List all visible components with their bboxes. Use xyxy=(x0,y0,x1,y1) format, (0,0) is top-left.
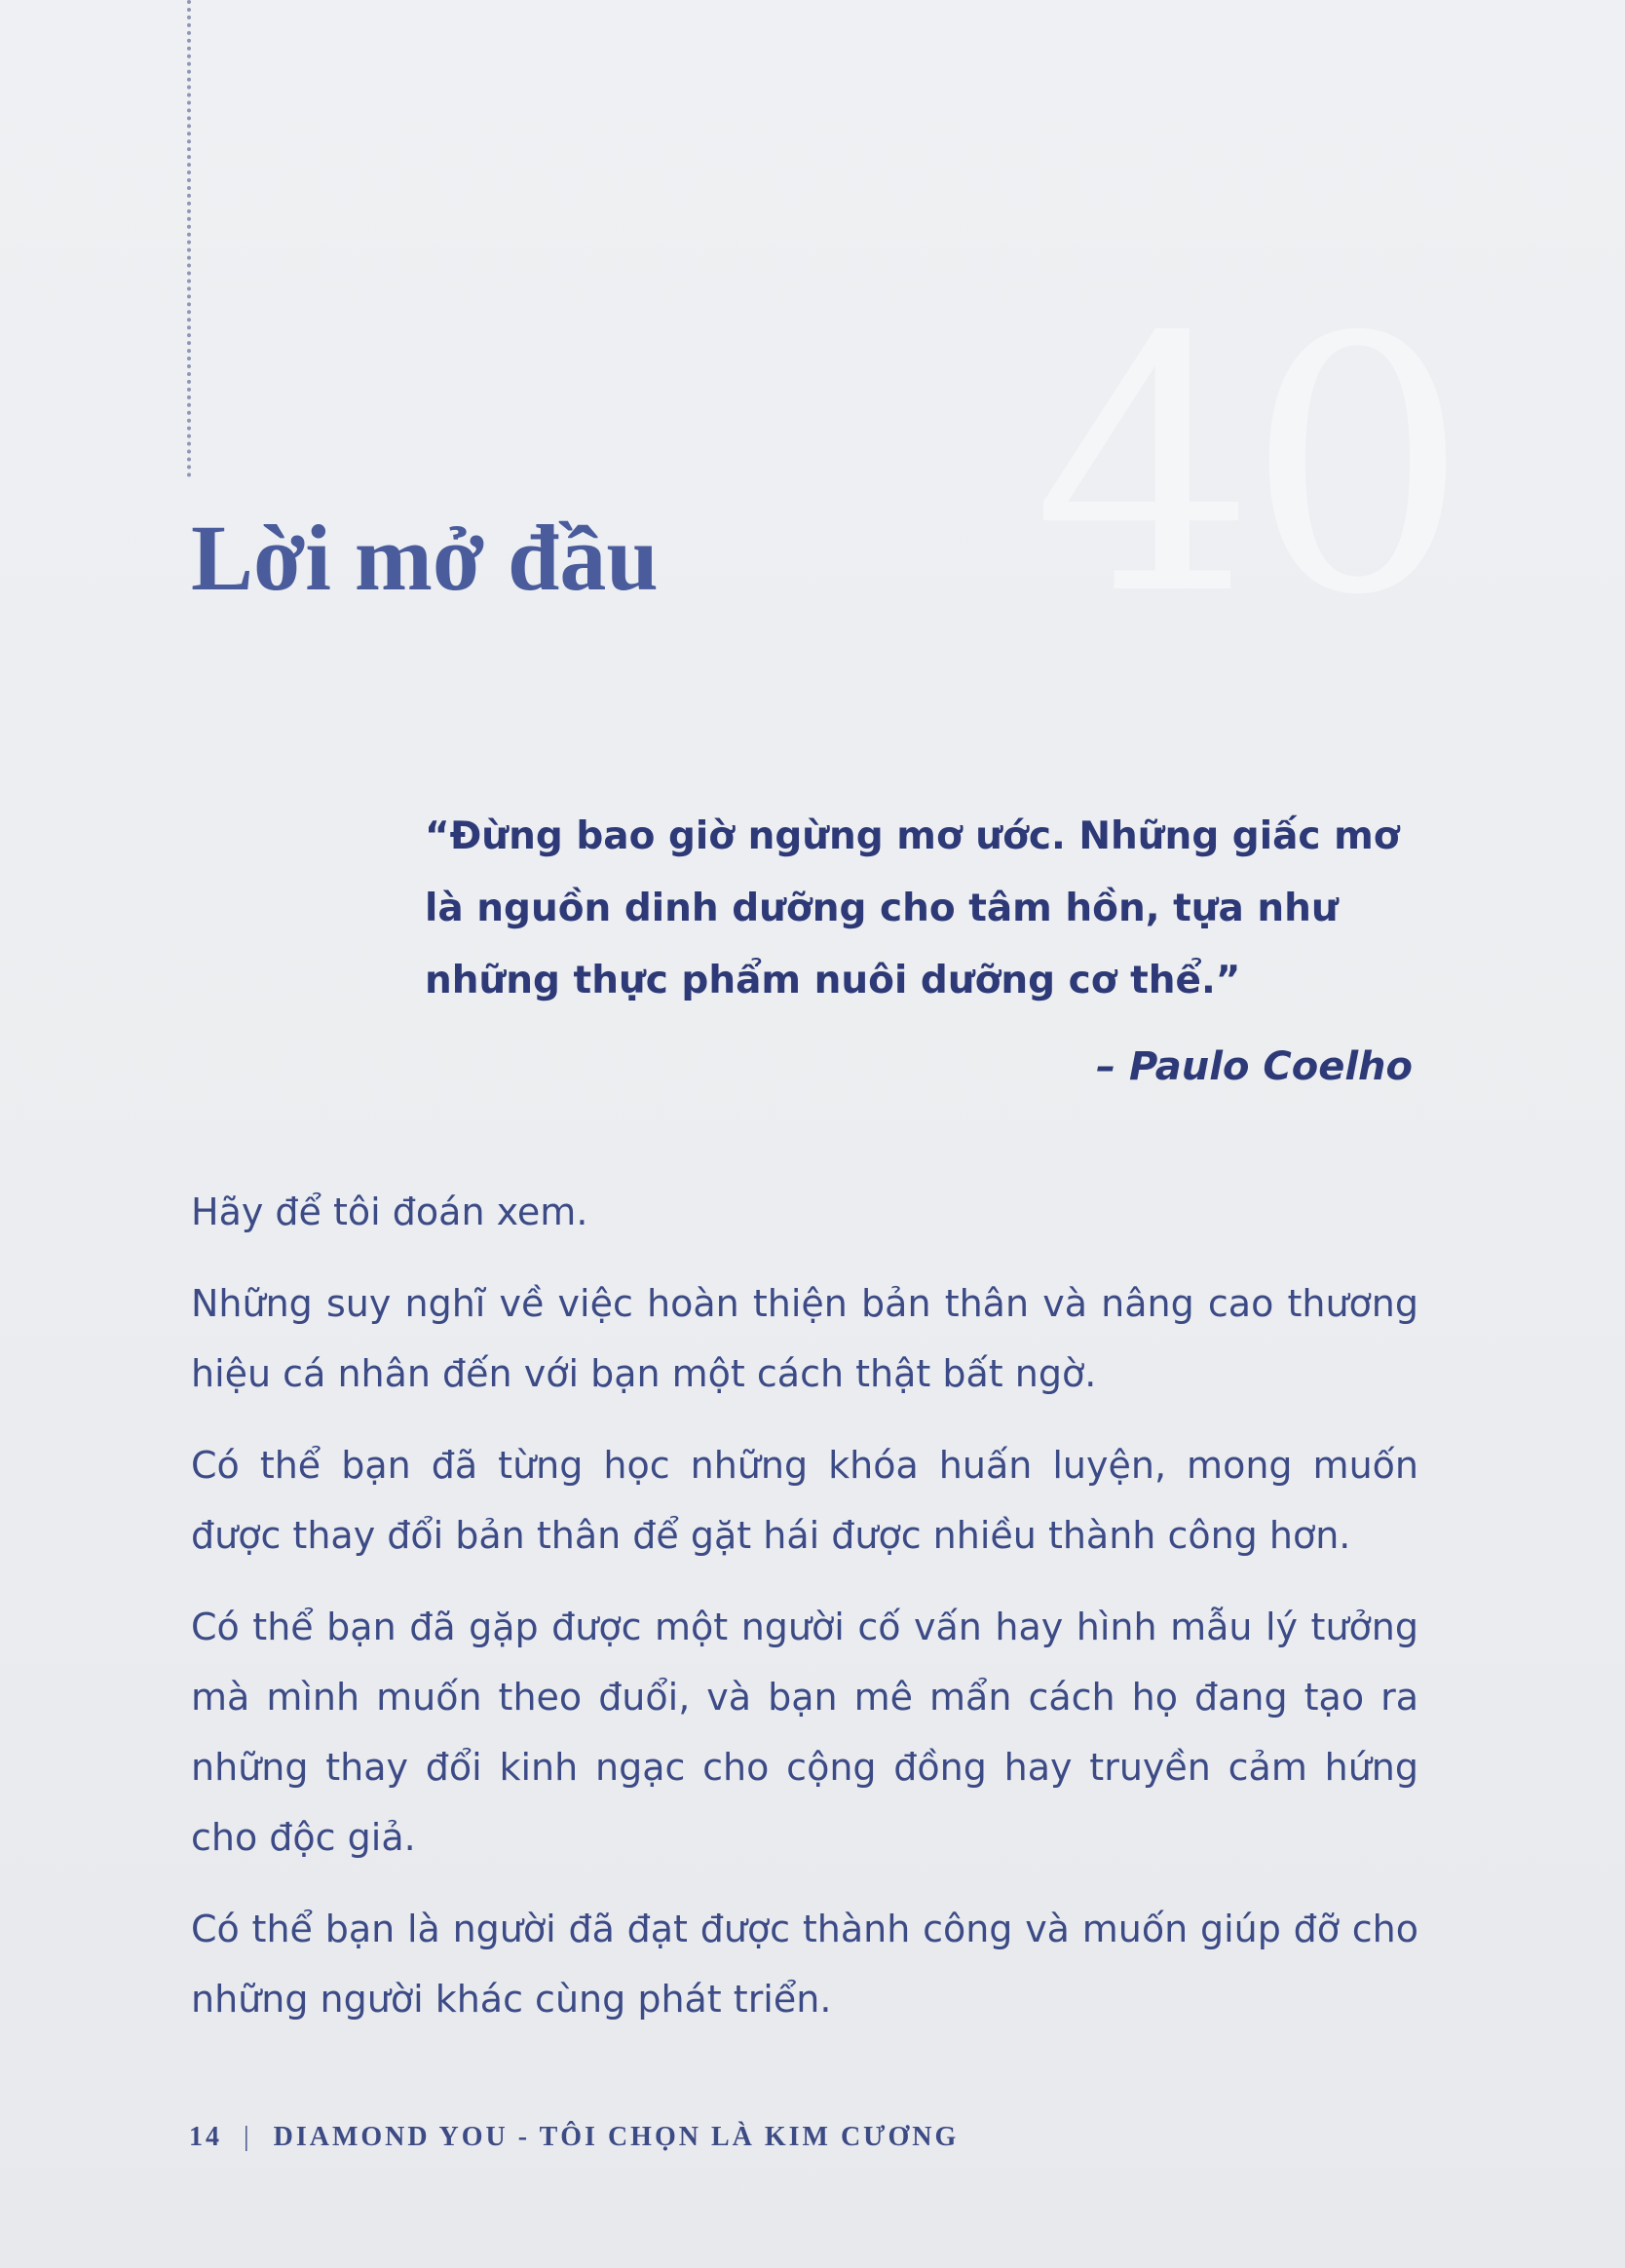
watermark-number: 40 xyxy=(1033,263,1460,671)
quote-author: – Paulo Coelho xyxy=(1096,1044,1413,1089)
chapter-title: Lời mở đầu xyxy=(191,506,659,610)
paragraph-4: Có thể bạn đã gặp được một người cố vấn hay hình mẫu lý tưởng mà mình muốn theo đuổi, và bạn mê mẩn cách họ đang tạo ra những thay đổi kinh ngạc cho cộng đồng hay truyền cảm hứng cho độc giả. xyxy=(191,1606,1418,1859)
running-book-title: DIAMOND YOU - TÔI CHỌN LÀ KIM CƯƠNG xyxy=(273,2122,960,2152)
paragraph-1: Hãy để tôi đoán xem. xyxy=(191,1191,588,1233)
paragraph-3: Có thể bạn đã từng học những khóa huấn luyện, mong muốn được thay đổi bản thân để gặt hái được nhiều thành công hơn. xyxy=(191,1444,1418,1557)
body-text xyxy=(191,1177,1418,2056)
footer-separator: | xyxy=(244,2122,252,2152)
dotted-vertical-rule xyxy=(187,0,191,477)
quote-text: “Đừng bao giờ ngừng mơ ước. Những giấc mơ là nguồn dinh dưỡng cho tâm hồn, tựa như những thực phẩm nuôi dưỡng cơ thể.” xyxy=(425,814,1400,1002)
page-number: 14 xyxy=(189,2122,222,2152)
paragraph-2: Những suy nghĩ về việc hoàn thiện bản thân và nâng cao thương hiệu cá nhân đến với bạn một cách thật bất ngờ. xyxy=(191,1282,1418,1395)
epigraph-quote xyxy=(425,801,1413,1103)
page-footer xyxy=(189,2122,959,2153)
paragraph-5: Có thể bạn là người đã đạt được thành công và muốn giúp đỡ cho những người khác cùng phát triển. xyxy=(191,1908,1418,2021)
